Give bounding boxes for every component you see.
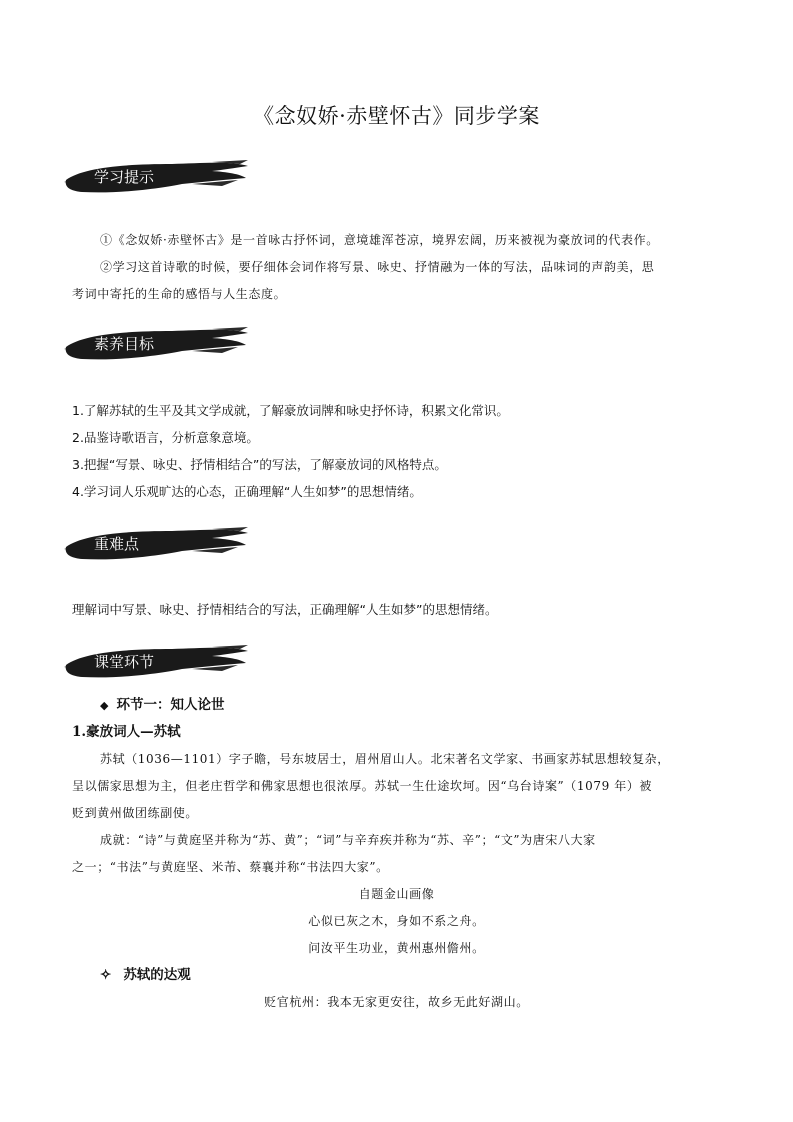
achieve-line-1: 成就：“诗”与黄庭坚并称为“苏、黄”；“词”与辛弃疾并称为“苏、辛”；“文”为唐宋八大家 — [100, 833, 596, 847]
key-text: 理解词中写景、咏史、抒情相结合的写法，正确理解“人生如梦”的思想情绪。 — [72, 602, 498, 617]
poem-line-2: 问汝平生功业，黄州惠州儋州。 — [308, 941, 485, 955]
achieve-line-2: 之一；“书法”与黄庭坚、米芾、蔡襄并称“书法四大家”。 — [72, 860, 389, 874]
goal-item-3: 3.把握“写景、咏史、抒情相结合”的写法，了解豪放词的风格特点。 — [72, 457, 447, 472]
brush-stroke-icon — [62, 525, 250, 565]
page-title: 《念奴娇·赤壁怀古》同步学案 — [253, 104, 540, 128]
section-heading: 学习提示 — [94, 168, 155, 186]
brush-stroke-icon — [62, 643, 250, 683]
subsection-title: 苏轼的达观 — [123, 967, 191, 983]
poem-line-1: 心似已灰之木，身如不系之舟。 — [308, 914, 485, 928]
goal-item-4: 4.学习词人乐观旷达的心态，正确理解“人生如梦”的思想情绪。 — [72, 484, 422, 499]
poem-title: 自题金山画像 — [358, 887, 435, 901]
tips-line-1: ①《念奴娇·赤壁怀古》是一首咏古抒怀词，意境雄浑苍凉，境界宏阔，历来被视为豪放词的代表作。 — [100, 233, 659, 247]
goal-item-1: 1.了解苏轼的生平及其文学成就，了解豪放词牌和咏史抒怀诗，积累文化常识。 — [72, 403, 509, 418]
subsection-title: 1.豪放词人—苏轼 — [72, 724, 181, 740]
subsection-heading — [100, 968, 191, 982]
section-banner-goals — [62, 325, 250, 365]
tips-line-3: 考词中寄托的生命的感悟与人生态度。 — [72, 287, 287, 301]
brush-stroke-icon — [62, 325, 250, 365]
tips-line-2: ②学习这首诗歌的时候，要仔细体会词作将写景、咏史、抒情融为一体的写法，品味词的声韵美，思 — [100, 260, 655, 274]
section-banner-class — [62, 643, 250, 683]
step-heading — [100, 698, 224, 713]
goal-item-2: 2.品鉴诗歌语言，分析意象意境。 — [72, 430, 259, 445]
section-banner-tips — [62, 158, 250, 198]
diamond-bullet-icon: ◆ — [100, 699, 109, 712]
section-banner-key — [62, 525, 250, 565]
step-title: 环节一：知人论世 — [116, 697, 225, 713]
bio-line-1: 苏轼（1036—1101）字子瞻，号东坡居士，眉州眉山人。北宋著名文学家、书画家苏轼思想较复杂， — [100, 752, 670, 766]
section-heading: 重难点 — [94, 535, 140, 553]
bio-line-2: 呈以儒家思想为主，但老庄哲学和佛家思想也很浓厚。苏轼一生仕途坎坷。因“乌台诗案”（1079 年）被 — [72, 779, 653, 793]
section-heading: 素养目标 — [94, 335, 155, 353]
bio-line-3: 贬到黄州做团练副使。 — [72, 806, 199, 820]
brush-stroke-icon — [62, 158, 250, 198]
star-bullet-icon: ✧ — [100, 967, 112, 983]
quote-line: 贬官杭州：我本无家更安往，故乡无此好湖山。 — [264, 995, 529, 1009]
section-heading: 课堂环节 — [94, 653, 155, 671]
